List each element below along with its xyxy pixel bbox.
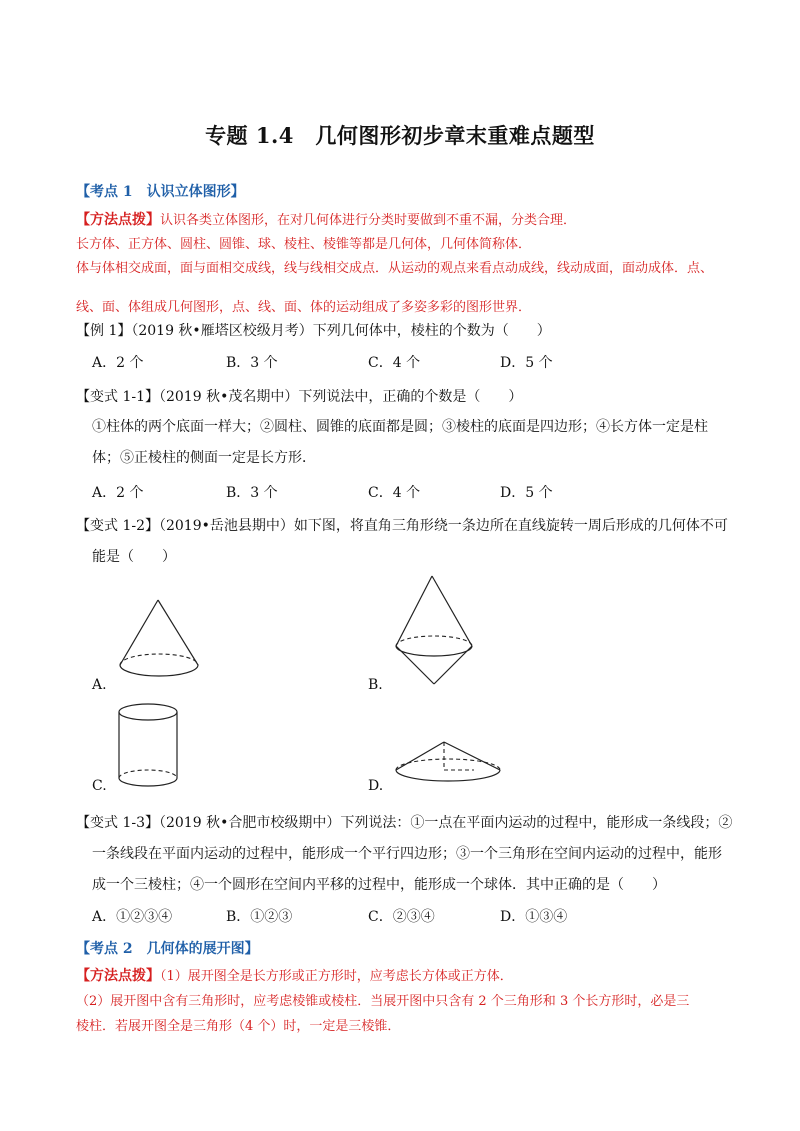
variant-1-3-option-c: C．②③④ bbox=[368, 909, 435, 925]
method-line-2: 长方体、正方体、圆柱、圆锥、球、棱柱、棱锥等都是几何体，几何体简称体． bbox=[76, 237, 532, 252]
variant-1-3-stem: 【变式 1-3】（2019 秋•合肥市校级期中）下列说法：①一点在平面内运动的过程中，能形成一条线段；② bbox=[76, 815, 733, 831]
figure-a-cone bbox=[110, 595, 210, 690]
figure-b-label: B. bbox=[368, 677, 383, 693]
method-2-text: （1）展开图全是长方形或正方形时，应考虑长方体或正方体． bbox=[160, 969, 513, 984]
example-1-option-b: B．3 个 bbox=[226, 355, 278, 371]
variant-1-1-line-1: ①柱体的两个底面一样大；②圆柱、圆锥的底面都是圆；③棱柱的底面是四边形；④长方体一定是柱 bbox=[92, 419, 708, 435]
variant-1-2-line-2: 能是（ ） bbox=[92, 549, 176, 565]
section-heading-1: 【考点 1 认识立体图形】 bbox=[76, 184, 245, 200]
variant-1-1-line-2: 体；⑤正棱柱的侧面一定是长方形． bbox=[92, 450, 316, 466]
variant-1-1-option-c: C．4 个 bbox=[368, 485, 421, 501]
method-text: 认识各类立体图形，在对几何体进行分类时要做到不重不漏，分类合理． bbox=[160, 213, 577, 228]
example-1-option-a: A．2 个 bbox=[92, 355, 144, 371]
method-line-3: 体与体相交成面，面与面相交成线，线与线相交成点．从运动的观点来看点动成线，线动成面，面动成体．点、 bbox=[76, 261, 714, 276]
method-tag: 【方法点拨】 bbox=[76, 212, 160, 228]
variant-1-3-option-b: B．①②③ bbox=[226, 909, 293, 925]
example-1-stem: 【例 1】（2019 秋•雁塔区校级月考）下列几何体中，棱柱的个数为（ ） bbox=[76, 323, 551, 339]
page-title: 专题 1.4 几何图形初步章末重难点题型 bbox=[205, 123, 595, 148]
variant-1-3-option-d: D．①③④ bbox=[500, 909, 568, 925]
figure-a-label: A. bbox=[92, 677, 107, 693]
figure-d-label: D. bbox=[368, 778, 384, 794]
section-heading-2: 【考点 2 几何体的展开图】 bbox=[76, 941, 259, 957]
variant-1-3-line-2: 一条线段在平面内运动的过程中，能形成一个平行四边形；③一个三角形在空间内运动的过程中，能形 bbox=[92, 846, 722, 862]
variant-1-3-line-3: 成一个三棱柱；④一个圆形在空间内平移的过程中，能形成一个球体．其中正确的是（ ） bbox=[92, 877, 666, 893]
method-2-line-2: （2）展开图中含有三角形时，应考虑棱锥或棱柱．当展开图中只含有 2 个三角形和 3 个长方形时，必是三 bbox=[76, 994, 690, 1009]
method-2-tag: 【方法点拨】 bbox=[76, 968, 160, 984]
example-1-option-d: D．5 个 bbox=[500, 355, 553, 371]
variant-1-2-stem: 【变式 1-2】（2019•岳池县期中）如下图，将直角三角形绕一条边所在直线旋转一周后形成的几何体不可 bbox=[76, 518, 728, 534]
variant-1-3-option-a: A．①②③④ bbox=[92, 909, 173, 925]
figure-c-cylinder bbox=[112, 700, 187, 792]
figure-c-label: C. bbox=[92, 778, 107, 794]
method-2-line-1 bbox=[76, 965, 513, 985]
figure-b-double-cone bbox=[390, 572, 480, 692]
example-1-option-c: C．4 个 bbox=[368, 355, 421, 371]
variant-1-1-option-a: A．2 个 bbox=[92, 485, 144, 501]
method-line-1 bbox=[76, 209, 576, 229]
variant-1-1-option-d: D．5 个 bbox=[500, 485, 553, 501]
method-2-line-3: 棱柱．若展开图全是三角形（4 个）时，一定是三棱锥． bbox=[76, 1019, 401, 1034]
variant-1-1-option-b: B．3 个 bbox=[226, 485, 278, 501]
variant-1-1-stem: 【变式 1-1】（2019 秋•茂名期中）下列说法中，正确的个数是（ ） bbox=[76, 389, 523, 405]
figure-d-flat-cone bbox=[390, 738, 510, 790]
method-line-4: 线、面、体组成几何图形，点、线、面、体的运动组成了多姿多彩的图形世界． bbox=[76, 300, 532, 315]
